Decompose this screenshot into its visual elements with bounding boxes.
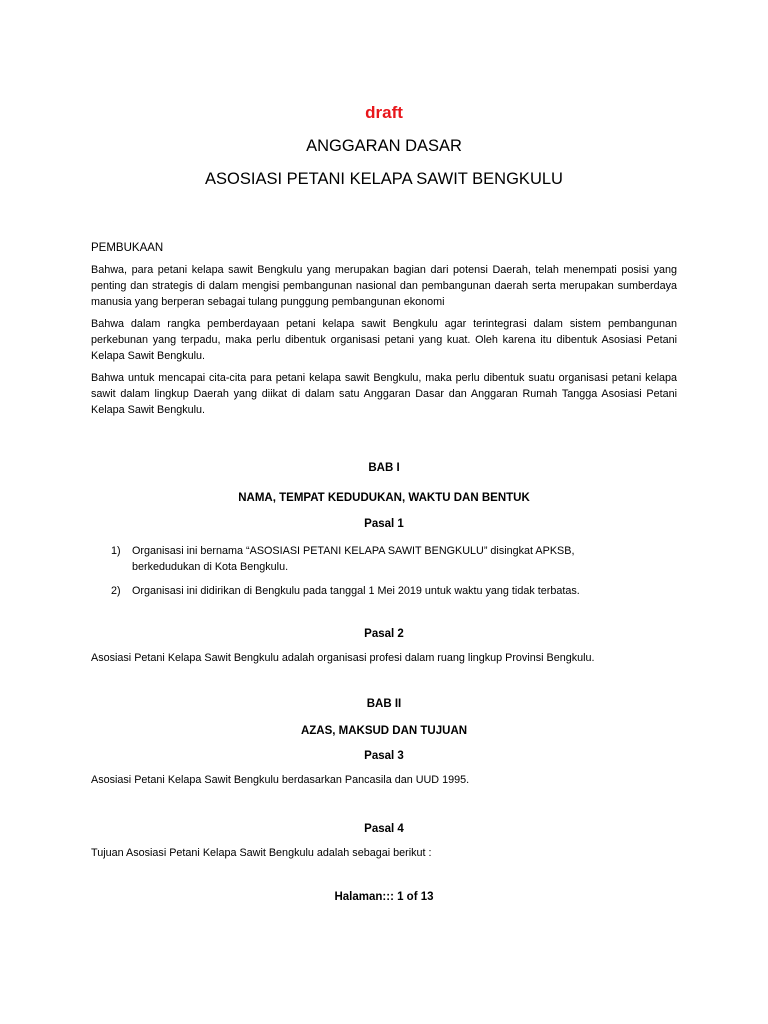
document-subtitle: ASOSIASI PETANI KELAPA SAWIT BENGKULU (205, 170, 563, 188)
bab2-title: AZAS, MAKSUD DAN TUJUAN (300, 725, 468, 737)
pasal4-heading: Pasal 4 (364, 823, 404, 835)
bab1-label: BAB I (368, 462, 400, 474)
list-item-text: Organisasi ini didirikan di Bengkulu pada tanggal 1 Mei 2019 untuk waktu yang tidak terbatas. (132, 585, 580, 597)
pembukaan-paragraph: Bahwa, para petani kelapa sawit Bengkulu yang merupakan bagian dari potensi Daerah, telah menempati posisi yang penting dan strategis di dalam mengisi pembangunan nasional dan pembangunan daerah serta merupakan sumberdaya manusia yang berperan sebagai tulang punggung pembangunan ekonomi (91, 264, 677, 308)
pasal2-text: Asosiasi Petani Kelapa Sawit Bengkulu adalah organisasi profesi dalam ruang lingkup Provinsi Bengkulu. (91, 652, 595, 664)
bab2-label: BAB II (366, 698, 402, 710)
pasal4-text: Tujuan Asosiasi Petani Kelapa Sawit Bengkulu adalah sebagai berikut : (91, 847, 432, 859)
pasal1-heading: Pasal 1 (364, 518, 404, 530)
bab1-section (91, 460, 677, 666)
list-item-text: Organisasi ini bernama “ASOSIASI PETANI KELAPA SAWIT BENGKULU” disingkat APKSB, berkedudukan di Kota Bengkulu. (132, 545, 575, 573)
bab2-section (91, 696, 677, 861)
page-indicator: Halaman::: 1 of 13 (334, 891, 434, 903)
list-item (91, 543, 677, 575)
pasal1-list (91, 543, 677, 599)
list-item-number: 1) (111, 545, 121, 557)
list-item-number: 2) (111, 585, 121, 597)
pasal2-heading: Pasal 2 (364, 628, 404, 640)
pembukaan-paragraph: Bahwa dalam rangka pemberdayaan petani kelapa sawit Bengkulu agar terintegrasi dalam sistem pembangunan perkebunan yang terpadu, maka perlu dibentuk organisasi petani yang kuat. Oleh karena itu dibentuk Asosiasi Petani Kelapa Sawit Bengkulu. (91, 318, 677, 362)
draft-label: draft (365, 103, 403, 122)
list-item (91, 583, 677, 599)
pasal3-heading: Pasal 3 (364, 750, 404, 762)
pasal3-text: Asosiasi Petani Kelapa Sawit Bengkulu berdasarkan Pancasila dan UUD 1995. (91, 774, 470, 786)
bab1-title: NAMA, TEMPAT KEDUDUKAN, WAKTU DAN BENTUK (238, 492, 530, 504)
pembukaan-heading: PEMBUKAAN (91, 242, 164, 254)
pembukaan-paragraph: Bahwa untuk mencapai cita-cita para petani kelapa sawit Bengkulu, maka perlu dibentuk suatu organisasi petani kelapa sawit dalam lingkup Daerah yang diikat di dalam satu Anggaran Dasar dan Anggaran Rumah Tangga Asosiasi Petani Kelapa Sawit Bengkulu. (91, 372, 677, 416)
pembukaan-section (91, 240, 677, 418)
document-title: ANGGARAN DASAR (306, 137, 462, 155)
